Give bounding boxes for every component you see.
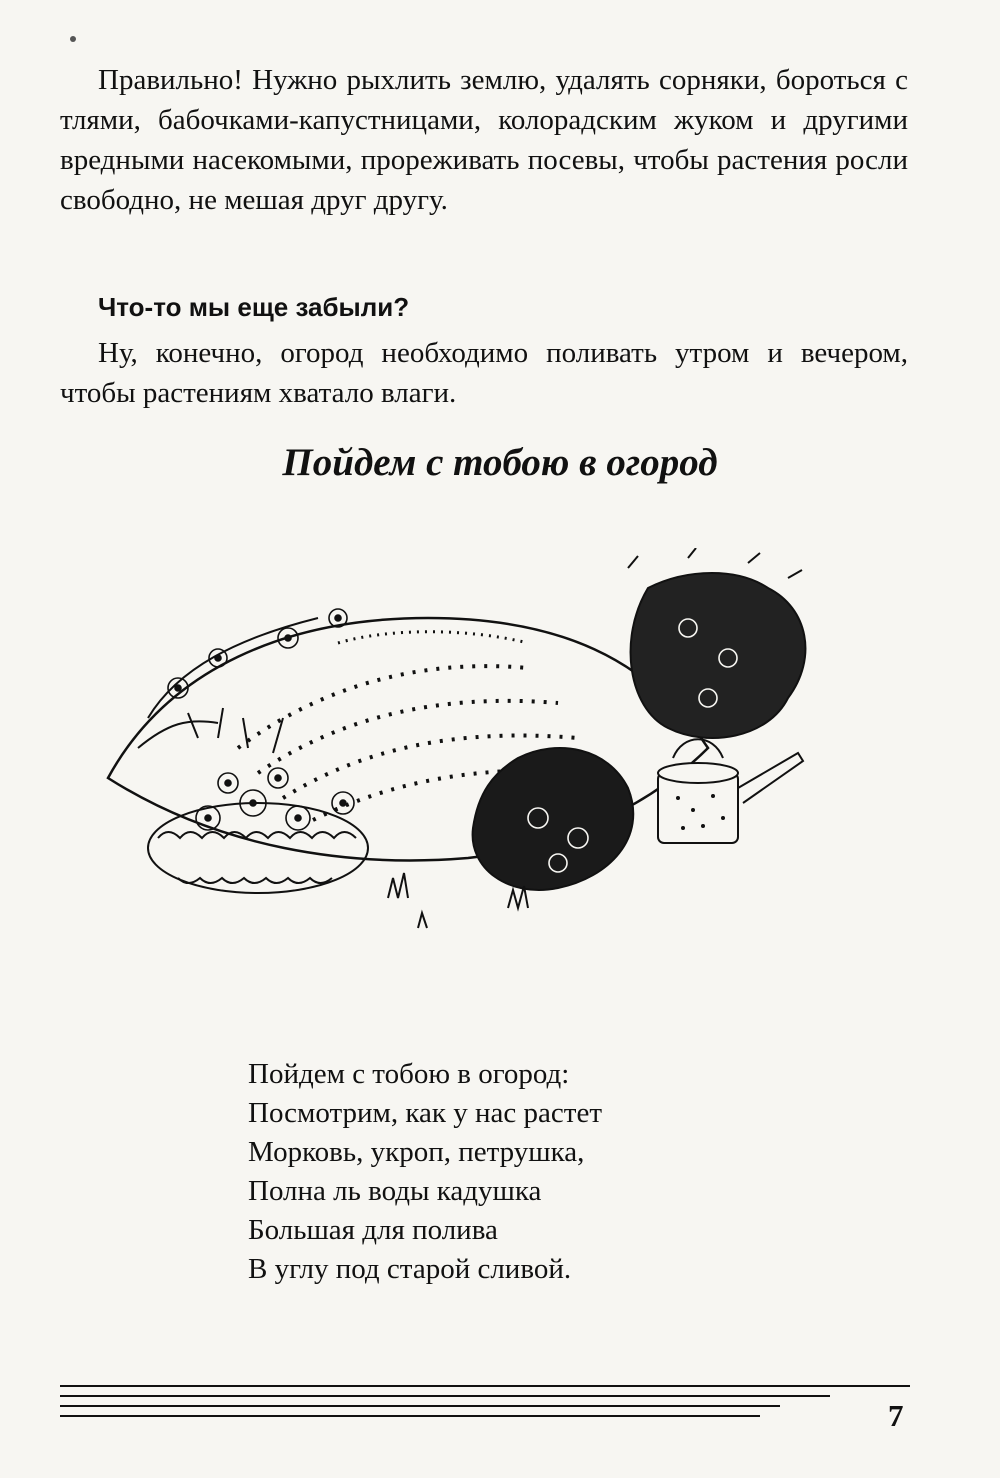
bush-icon xyxy=(473,548,806,890)
question-heading: Что-то мы еще забыли? xyxy=(98,292,410,322)
poem-stanza xyxy=(248,1055,602,1289)
flower-bed-icon xyxy=(138,609,354,830)
poem-line: В углу под старой сливой. xyxy=(248,1253,572,1285)
garden-illustration-icon xyxy=(88,548,848,958)
poem-line: Пойдем с тобою в огород: xyxy=(248,1058,570,1090)
answer-paragraph: Ну, конечно, огород необходимо поливать утром и вечером, чтобы растениям хватало влаги. xyxy=(60,337,908,409)
speck-mark xyxy=(70,36,76,42)
poem-title: Пойдем с тобою в огород xyxy=(282,441,718,484)
stone-border-icon xyxy=(148,803,368,893)
footer-rules xyxy=(60,1384,910,1424)
poem-line: Посмотрим, как у нас растет xyxy=(248,1097,602,1129)
poem-line: Большая для полива xyxy=(248,1214,498,1246)
intro-paragraph: Правильно! Нужно рыхлить землю, удалять сорняки, бороться с тлями, бабочками-капустницами, колорадским жуком и другими вредными насекомыми, прореживать посевы, чтобы растения росли свободно, не мешая друг другу. xyxy=(60,64,908,216)
poem-line: Морковь, укроп, петрушка, xyxy=(248,1136,585,1168)
page-number: 7 xyxy=(888,1398,904,1433)
poem-line: Полна ль воды кадушка xyxy=(248,1175,542,1207)
watering-can-icon xyxy=(658,739,803,843)
